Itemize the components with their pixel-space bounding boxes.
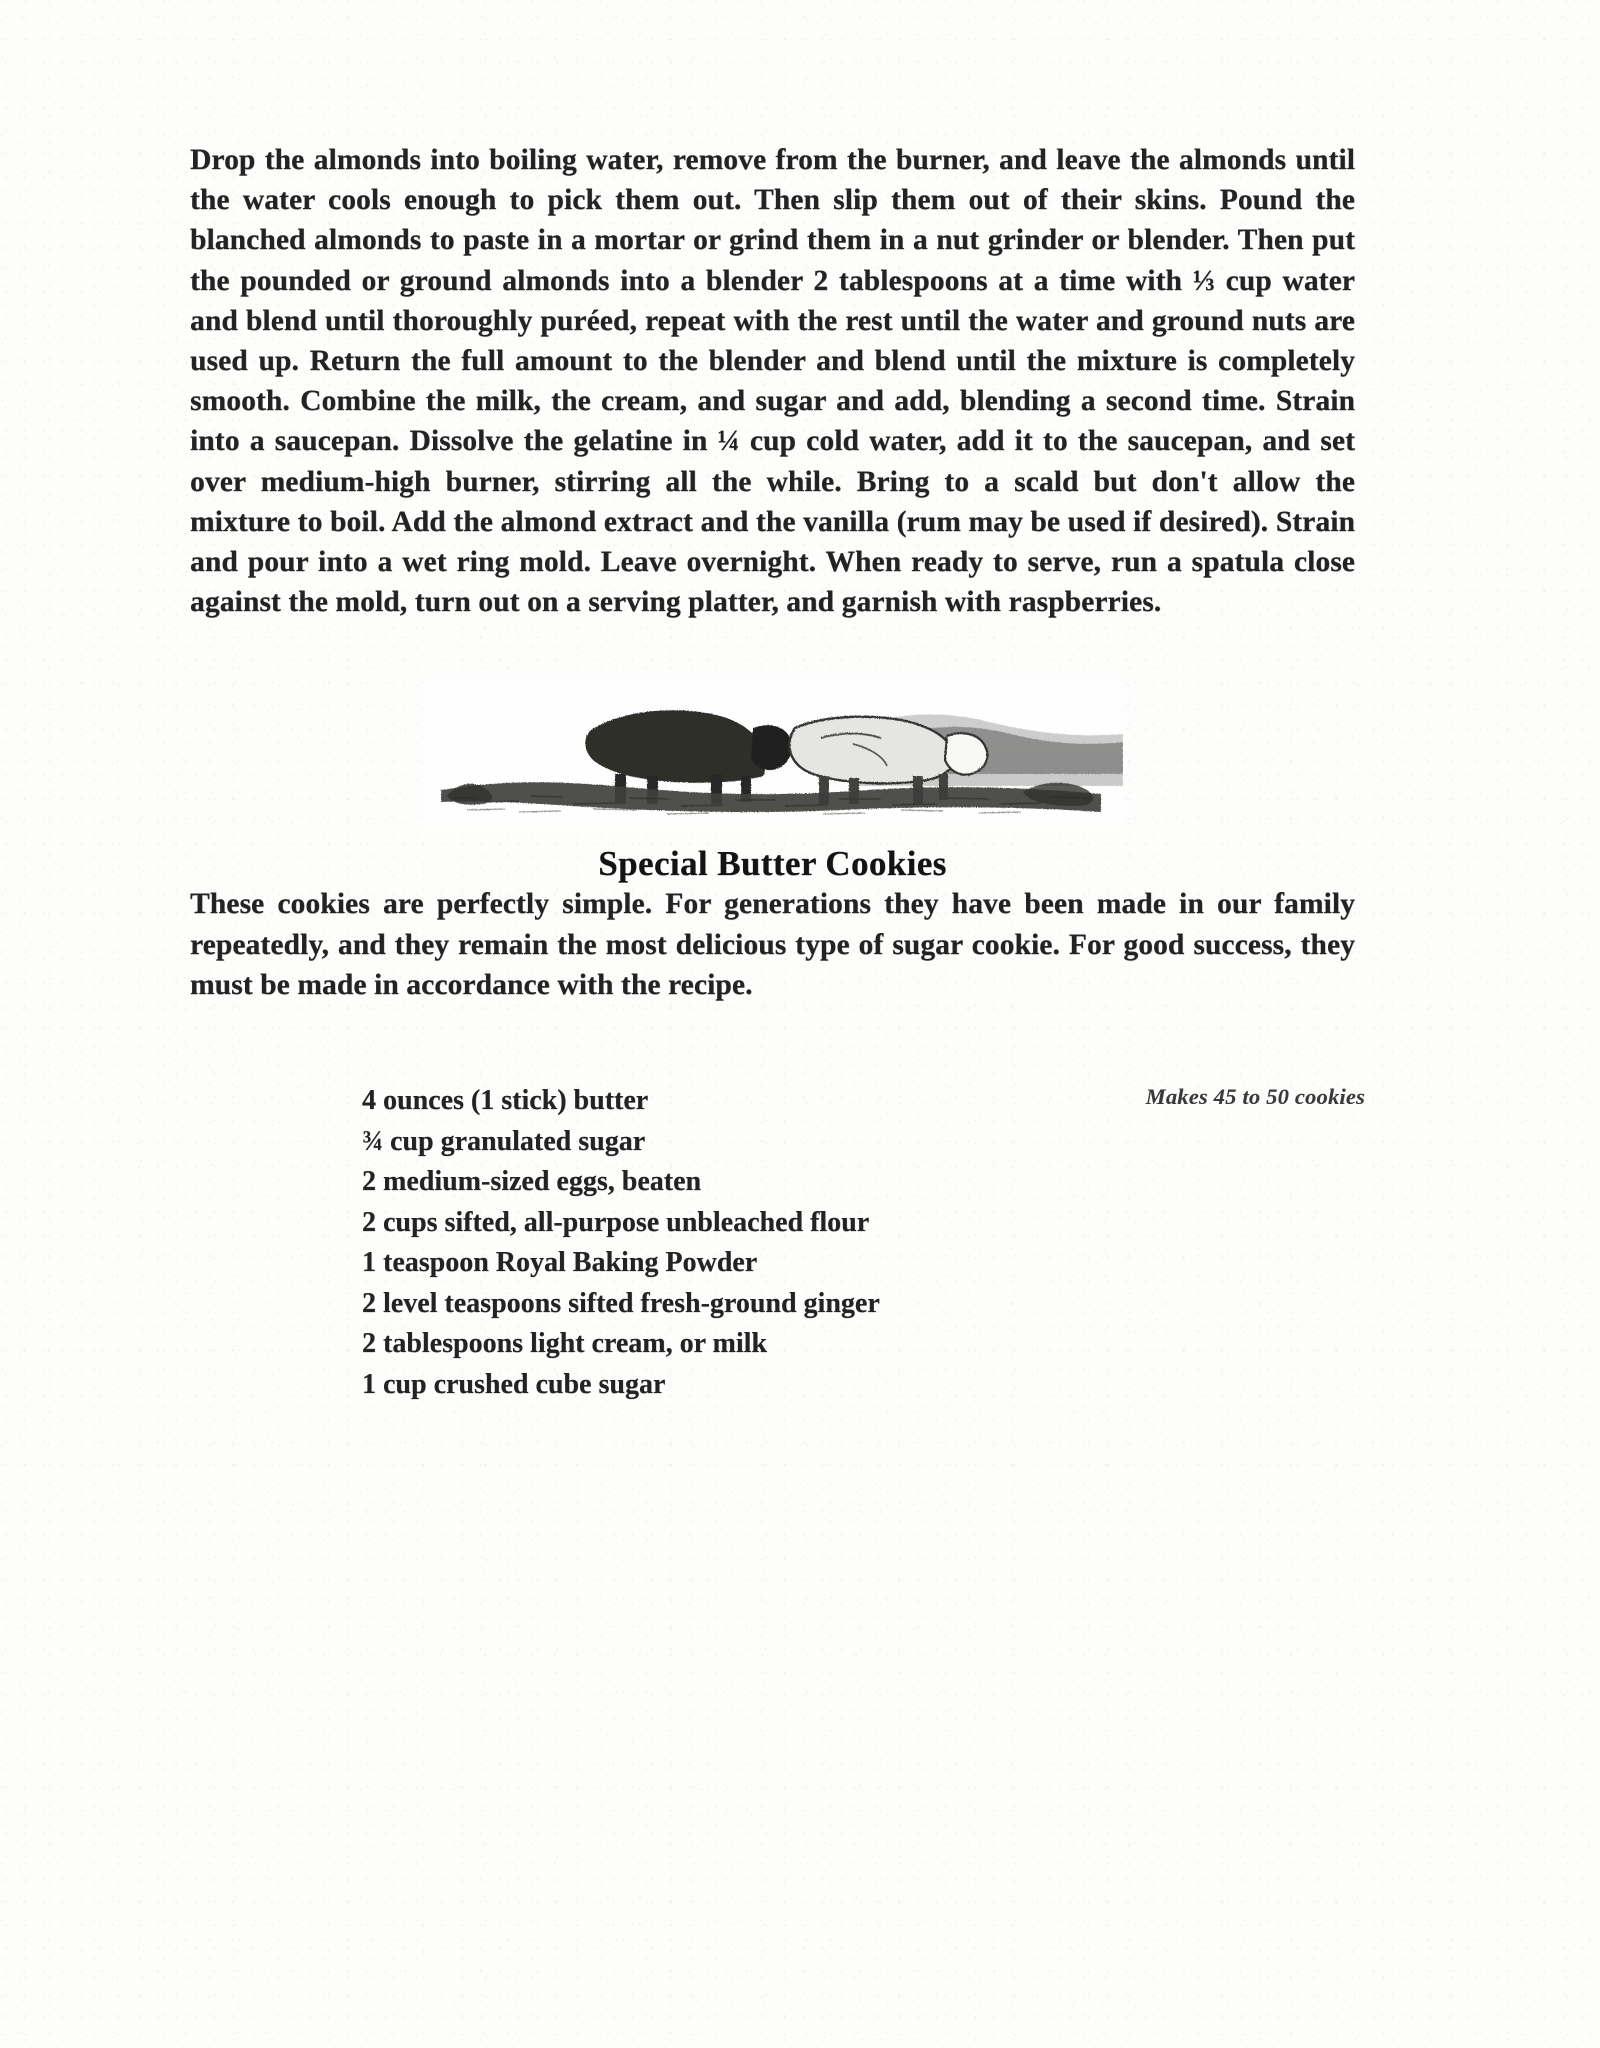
ingredient-item: 1 cup crushed cube sugar (362, 1368, 666, 1400)
ingredient-item: ¾ cup granulated sugar (362, 1125, 646, 1157)
illustration-container (190, 678, 1355, 828)
recipe-title: Special Butter Cookies (598, 844, 947, 884)
pastoral-cattle-engraving-icon (423, 678, 1123, 828)
ingredient-item: 1 teaspoon Royal Baking Powder (362, 1247, 758, 1279)
ingredient-item: 2 tablespoons light cream, or milk (362, 1328, 767, 1360)
page-content (190, 140, 1365, 1405)
ingredient-item: 2 medium-sized eggs, beaten (362, 1166, 702, 1198)
ingredient-item: 2 cups sifted, all-purpose unbleached flour (362, 1206, 870, 1238)
ingredient-item: 2 level teaspoons sifted fresh-ground ginger (362, 1287, 880, 1319)
yield-note: Makes 45 to 50 cookies (1145, 1084, 1365, 1110)
almond-instructions-paragraph: Drop the almonds into boiling water, remove from the burner, and leave the almonds until the water cools enough to pick them out. Then slip them out of their skins. Pound the blanched almonds to paste in a mortar or grind them in a nut grinder or blender. Then put the pounded or ground almonds into a blender 2 tablespoons at a time with ⅓ cup water and blend until thoroughly puréed, repeat with the rest until the water and ground nuts are used up. Return the full amount to the blender and blend until the mixture is completely smooth. Combine the milk, the cream, and sugar and add, blending a second time. Strain into a saucepan. Dissolve the gelatine in ¼ cup cold water, add it to the saucepan, and set over medium-high burner, stirring all the while. Bring to a scald but don't allow the mixture to boil. Add the almond extract and the vanilla (rum may be used if desired). Strain and pour into a wet ring mold. Leave overnight. When ready to serve, run a spatula close against the mold, turn out on a serving platter, and garnish with raspberries. (190, 144, 1355, 619)
ingredient-item: 4 ounces (1 stick) butter (362, 1085, 649, 1117)
ingredients-list (190, 1081, 1365, 1405)
cookie-intro-paragraph: These cookies are perfectly simple. For generations they have been made in our family repeatedly, and they remain the most delicious type of sugar cookie. For good success, they must be made in accordance with the recipe. (190, 888, 1355, 1001)
